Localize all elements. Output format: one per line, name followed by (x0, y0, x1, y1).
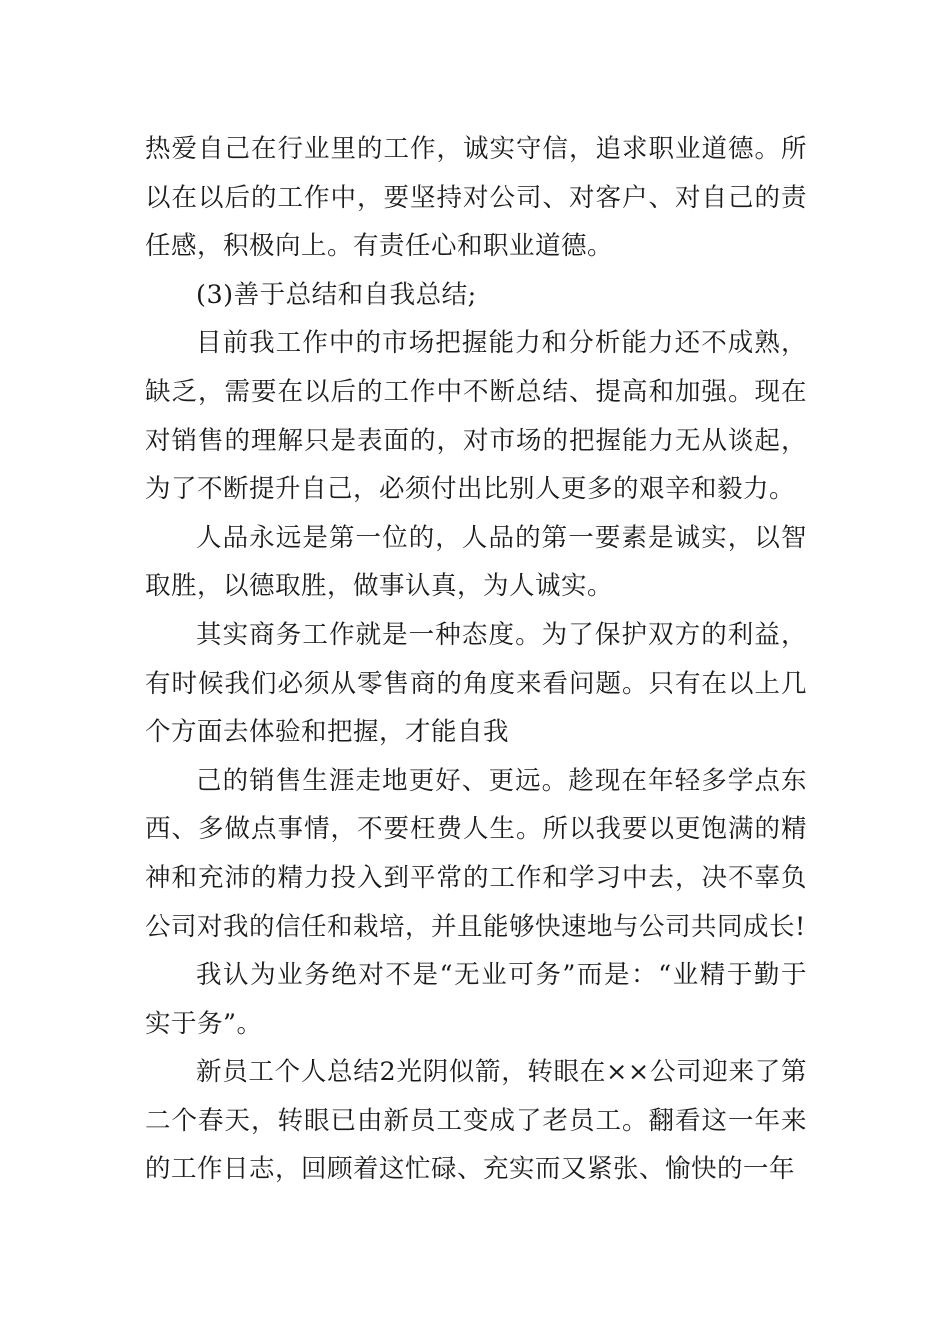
paragraph: 其实商务工作就是一种态度。为了保护双方的利益，有时候我们必须从零售商的角度来看问题。只有在以上几个方面去体验和把握，才能自我 (145, 619, 807, 748)
paragraph: 目前我工作中的市场把握能力和分析能力还不成熟，缺乏，需要在以后的工作中不断总结、提高和加强。现在对销售的理解只是表面的，对市场的把握能力无从谈起，为了不断提升自己，必须付出比别人更多的艰辛和毅力。 (145, 328, 807, 505)
paragraph: 我认为业务绝对不是“无业可务”而是：“业精于勤于实于务”。 (145, 960, 807, 1039)
paragraph: 新员工个人总结2光阴似箭，转眼在××公司迎来了第二个春天，转眼已由新员工变成了老员工。翻看这一年来的工作日志，回顾着这忙碌、充实而又紧张、愉快的一年 (145, 1057, 807, 1185)
paragraph-heading-item: (3)善于总结和自我总结; (196, 279, 477, 310)
paragraph-continuation: 热爱自己在行业里的工作，诚实守信，追求职业道德。所以在以后的工作中，要坚持对公司、对客户、对自己的责任感，积极向上。有责任心和职业道德。 (145, 134, 807, 262)
paragraph: 人品永远是第一位的，人品的第一要素是诚实，以智取胜，以德取胜，做事认真，为人诚实。 (145, 522, 807, 602)
paragraph: 己的销售生涯走地更好、更远。趁现在年轻多学点东西、多做点事情，不要枉费人生。所以我要以更饱满的精神和充沛的精力投入到平常的工作和学习中去，决不辜负公司对我的信任和栽培，并且能够快速地与公司共同成长! (145, 765, 807, 942)
document-body (145, 125, 807, 1194)
